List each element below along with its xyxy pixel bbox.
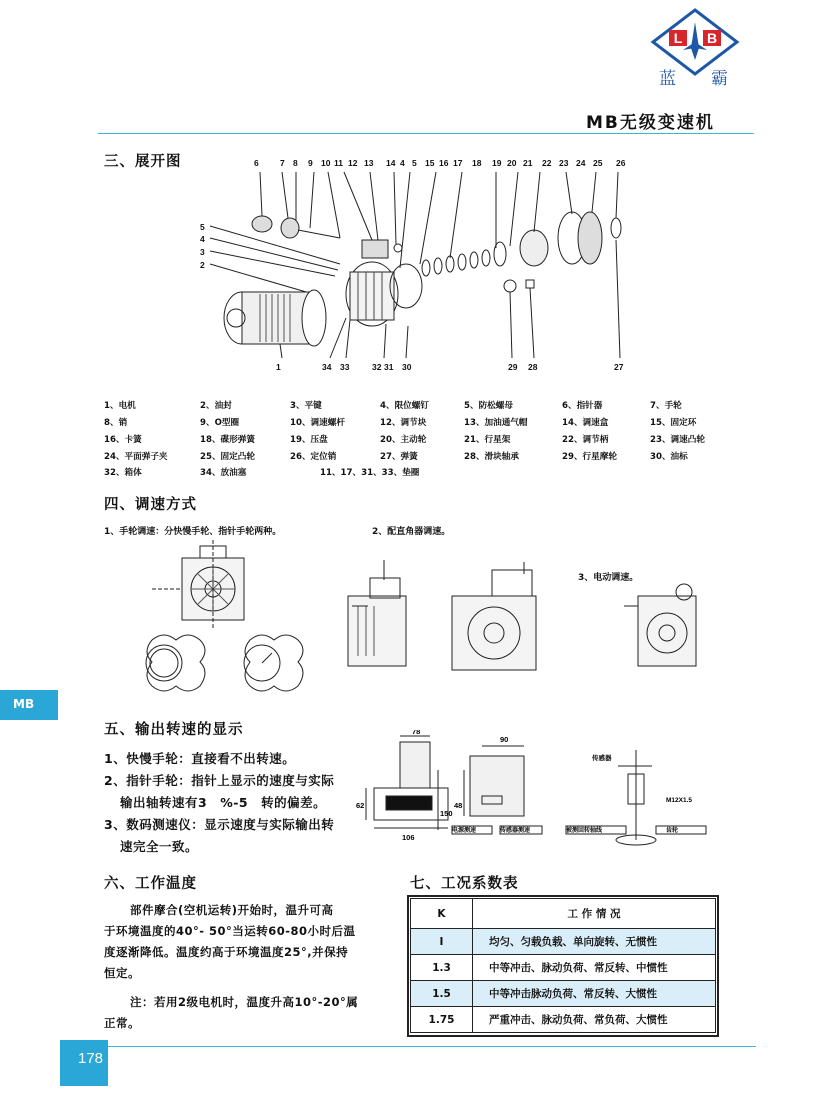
temp-line-6: 正常。 [104,1016,140,1030]
service-factor-table [410,898,716,1033]
condition-desc: 中等冲击脉动负荷、常反转、大惯性 [473,981,716,1007]
section6-title: 六、工作温度 [104,876,197,892]
temp-line-5: 注：若用2级电机时，温度升高10°-20°属 [130,995,359,1009]
temp-line-2: 于环境温度的40°- 50°当运转60-80小时后温 [104,924,356,938]
condition-desc: 严重冲击、脉动负荷、常负荷、大惯性 [473,1007,716,1033]
logo-letter-b: B [706,30,718,46]
speed-display-line-1: 1、快慢手轮：直接看不出转速。 [104,751,296,766]
speed-display-line-5: 速完全一致。 [120,839,199,854]
dim-62: 62 [356,801,365,810]
logo-text-right: 霸 [711,69,728,88]
k-value: I [411,929,473,955]
table-row [411,955,716,981]
digital-tachometer-drawings [352,730,762,855]
panel-label-3: 被测回转轴线 [566,828,603,834]
left-part-numbers: 5 4 3 2 [200,222,205,270]
temperature-text [104,900,404,1034]
section5-title: 五、输出转速的显示 [104,722,244,738]
thread-size: M12X1.5 [666,797,693,804]
header-rule [98,133,754,134]
panel-label-1: 电源测速 [452,828,477,834]
dim-48: 48 [454,801,463,810]
table-row [411,929,716,955]
table-row [411,981,716,1007]
panel-label-4: 齿轮 [666,828,679,834]
temp-line-1: 部件摩合(空机运转)开始时，温升可高 [130,903,334,917]
speed-method-2: 2、配直角器调速。 [372,527,451,537]
dim-90: 90 [500,735,509,744]
dim-150: 150 [440,809,453,818]
sensor-label: 传感器 [592,755,612,762]
section7-title: 七、工况系数表 [410,876,519,892]
speed-method-3: 3、电动调速。 [578,573,639,583]
bottom-part-numbers: 1 34 33 32 31 30 29 28 27 [276,362,624,372]
temp-line-4: 恒定。 [104,966,140,980]
k-value: 1.3 [411,955,473,981]
product-title: MB无级变速机 [586,113,715,133]
k-value: 1.75 [411,1007,473,1033]
speed-display-line-2: 2、指针手轮：指针上显示的速度与实际 [104,773,335,788]
logo-text-left: 蓝 [659,69,676,88]
section4-title: 四、调速方式 [104,497,197,513]
speed-display-text [104,748,334,858]
exploded-view-drawing [200,168,640,364]
logo-letter-l: L [673,30,683,46]
dim-106: 106 [402,833,415,842]
side-tab-mb: MB [0,690,58,720]
page-left-bar [60,1052,72,1086]
k-value: 1.5 [411,981,473,1007]
panel-label-2: 传感器测速 [500,828,531,834]
section3-title: 三、展开图 [104,154,182,170]
condition-desc: 中等冲击、脉动负荷、常反转、中惯性 [473,955,716,981]
speed-method-1: 1、手轮调速：分快慢手轮、指针手轮两种。 [104,527,282,537]
condition-desc: 均匀、匀载负载、单向旋转、无惯性 [473,929,716,955]
dim-78: 78 [412,730,421,736]
table-header-row [411,899,716,929]
lanba-logo [645,8,745,88]
page-corner-notch [60,1040,72,1052]
header-condition: 工 作 情 况 [473,899,716,929]
speed-display-line-4: 3、数码测速仪：显示速度与实际输出转 [104,817,335,832]
top-part-numbers: 6 7 8 9 10 11 12 13 14 4 5 15 16 17 18 19 20 21 22 23 24 25 26 [254,158,626,168]
temp-line-3: 度逐渐降低。温度约高于环境温度25°,并保持 [104,945,349,959]
table-row [411,1007,716,1033]
header-k: K [411,899,473,929]
footer-rule [72,1046,756,1047]
speed-display-line-3: 输出轴转速有3 %-5 转的偏差。 [120,795,327,810]
speed-adjust-drawings [112,540,762,710]
page-number: 178 [72,1040,108,1086]
